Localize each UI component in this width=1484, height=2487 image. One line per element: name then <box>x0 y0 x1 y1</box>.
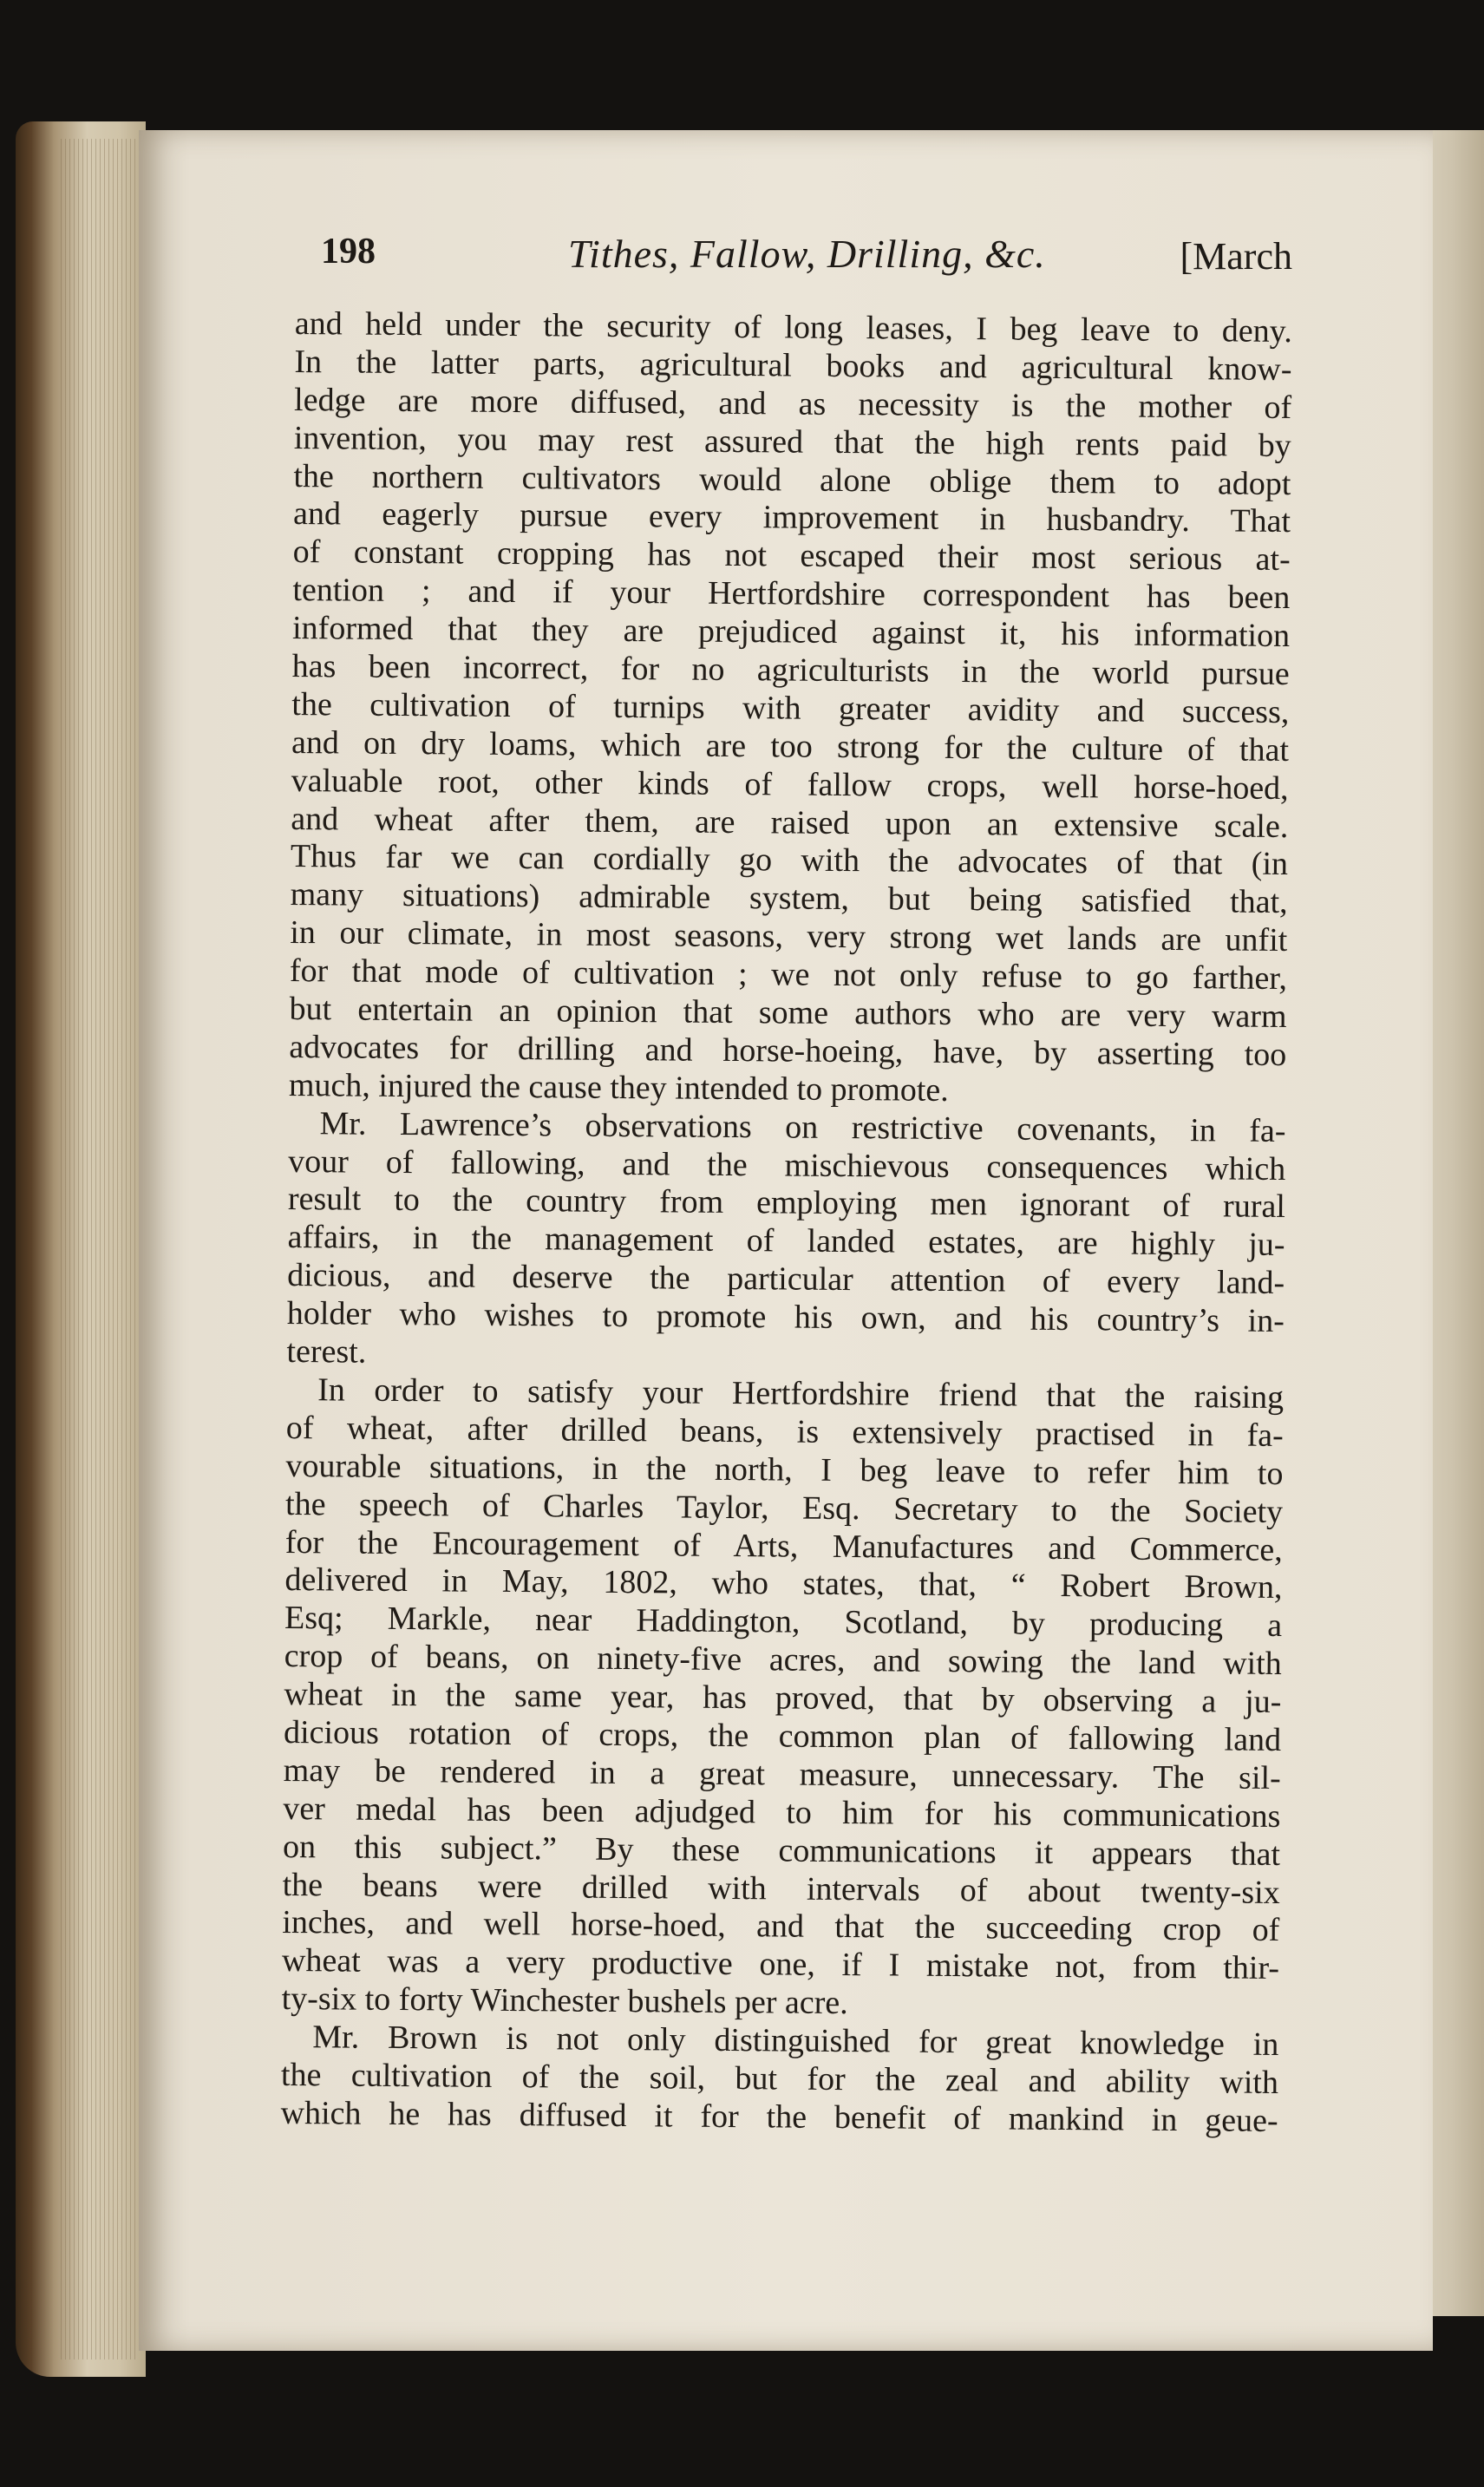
text-line: affairs, in the management of landed estates, are highly ju- <box>287 1219 1285 1264</box>
page-stack-edge <box>61 139 139 2359</box>
text-line: dicious, and deserve the particular attention of every land- <box>287 1257 1285 1302</box>
text-line: vour of fallowing, and the mischievous consequences which <box>288 1142 1286 1188</box>
text-line: the speech of Charles Taylor, Esq. Secretary to the Society <box>284 1485 1284 1530</box>
section-marker: [March <box>1180 235 1292 278</box>
text-line: Thus far we can cordially go with the advocates of that (in <box>290 838 1289 883</box>
text-line: ver medal has been adjudged to him for his communications <box>283 1790 1281 1835</box>
text-line: the northern cultivators would alone oblige them to adopt <box>293 457 1291 502</box>
text-line: terest. <box>286 1333 367 1371</box>
text-line: of constant cropping has not escaped their most serious at- <box>292 533 1291 579</box>
text-line: tention ; and if your Hertfordshire correspondent has been <box>292 572 1291 617</box>
text-line: on this subject.” By these communications it appears that <box>282 1828 1281 1873</box>
page-number: 198 <box>321 232 376 272</box>
running-title: Tithes, Fallow, Drilling, &c. <box>568 232 1046 276</box>
text-line: crop of beans, on ninety-five acres, and sowing the land with <box>284 1638 1282 1683</box>
text-line: informed that they are prejudiced against it, his information <box>291 610 1291 655</box>
text-line: inches, and well horse-hoed, and that the succeeding crop of <box>282 1904 1280 1949</box>
text-line: much, injured the cause they intended to promote. <box>288 1066 949 1109</box>
text-line: delivered in May, 1802, who states, that, “ Robert Brown, <box>284 1561 1283 1607</box>
body-text <box>280 305 1292 2141</box>
text-line: dicious rotation of crops, the common plan of fallowing land <box>283 1713 1282 1758</box>
text-line: and held under the security of long leases, I beg leave to deny. <box>294 305 1292 350</box>
text-line: wheat was a very productive one, if I mistake not, from thir- <box>281 1942 1280 1987</box>
text-line: wheat in the same year, has proved, that by observing a ju- <box>284 1676 1282 1721</box>
facing-page-edge <box>1431 130 1484 2316</box>
text-line: and on dry loams, which are too strong for the culture of that <box>291 723 1290 769</box>
text-line: advocates for drilling and horse-hoeing, have, by asserting too <box>289 1028 1287 1073</box>
page-header <box>321 227 1292 288</box>
text-line: ledge are more diffused, and as necessity is the mother of <box>293 381 1292 426</box>
text-line: holder who wishes to promote his own, and his country’s in- <box>286 1295 1285 1340</box>
text-line: has been incorrect, for no agriculturists in the world pursue <box>291 648 1290 693</box>
text-line: may be rendered in a great measure, unnecessary. The sil- <box>283 1751 1281 1797</box>
text-line: many situations) admirable system, but being satisfied that, <box>290 876 1288 921</box>
text-line: result to the country from employing men ignorant of rural <box>287 1181 1286 1226</box>
text-line: In the latter parts, agricultural books and agricultural know- <box>294 343 1292 388</box>
text-line: the cultivation of turnips with greater avidity and success, <box>291 685 1290 730</box>
text-line: valuable root, other kinds of fallow crops, well horse-hoed, <box>291 762 1289 807</box>
text-line: vourable situations, in the north, I beg leave to refer him to <box>285 1447 1284 1492</box>
text-line: the beans were drilled with intervals of about twenty-six <box>282 1866 1280 1911</box>
text-line: which he has diffused it for the benefit of mankind in geue- <box>280 2094 1278 2139</box>
text-line: Mr. Brown is not only distinguished for great knowledge in <box>312 2019 1279 2064</box>
text-line: invention, you may rest assured that the high rents paid by <box>293 419 1291 464</box>
text-line: but entertain an opinion that some authors who are very warm <box>289 991 1287 1036</box>
text-line: Mr. Lawrence’s observations on restrictive covenants, in fa- <box>319 1104 1286 1149</box>
text-line: In order to satisfy your Hertfordshire friend that the raising <box>317 1371 1285 1416</box>
text-line: in our climate, in most seasons, very strong wet lands are unfit <box>290 914 1288 959</box>
text-line: Esq; Markle, near Haddington, Scotland, by producing a <box>284 1600 1283 1645</box>
text-line: of wheat, after drilled beans, is extensively practised in fa- <box>285 1409 1284 1454</box>
text-line: ty-six to forty Winchester bushels per acre. <box>281 1980 848 2022</box>
text-line: and wheat after them, are raised upon an extensive scale. <box>291 800 1289 845</box>
text-line: and eagerly pursue every improvement in husbandry. That <box>292 495 1291 540</box>
text-line: for the Encouragement of Arts, Manufactures and Commerce, <box>284 1523 1283 1568</box>
text-line: the cultivation of the soil, but for the zeal and ability with <box>280 2056 1279 2101</box>
text-line: for that mode of cultivation ; we not only refuse to go farther, <box>289 952 1288 998</box>
